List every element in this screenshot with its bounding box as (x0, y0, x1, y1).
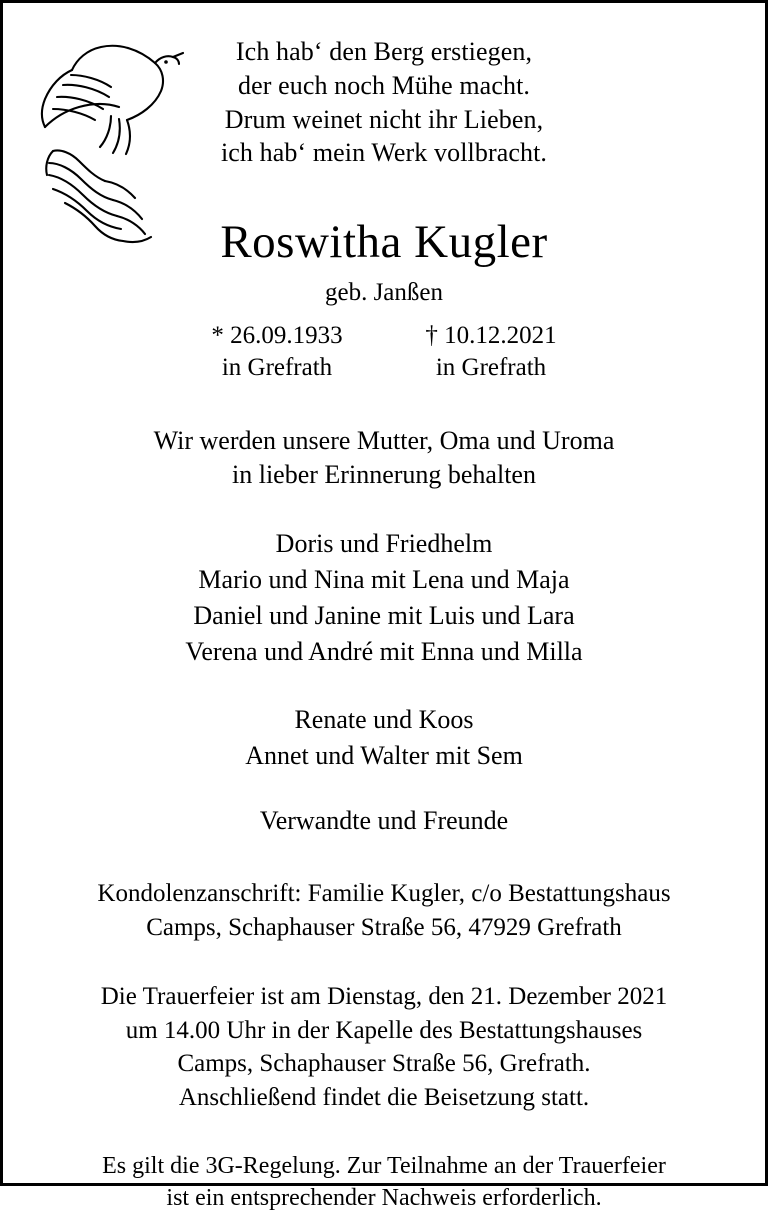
memory-line-2: in lieber Erinnerung behalten (232, 459, 536, 489)
death-block (406, 320, 576, 384)
birth-symbol-icon: * (211, 321, 224, 349)
life-dates-row (37, 320, 731, 384)
death-date-line (406, 320, 576, 352)
life-dates (37, 320, 731, 384)
cross-icon: † (425, 321, 438, 349)
family-line: Doris und Friedhelm (275, 529, 493, 559)
condolence-line-1: Kondolenzanschrift: Familie Kugler, c/o Bestattungshaus (97, 880, 671, 908)
birth-block (192, 320, 362, 384)
family-line: Renate und Koos (294, 704, 474, 734)
covid-notice (37, 1150, 731, 1214)
deceased-name: Roswitha Kugler (220, 216, 548, 269)
verse-block (37, 25, 731, 170)
verse-line-1: Ich hab‘ den Berg erstiegen, (235, 37, 533, 66)
death-date: 10.12.2021 (444, 321, 557, 349)
birth-date-line (192, 320, 362, 352)
ceremony-line-3: Camps, Schaphauser Straße 56, Grefrath. (177, 1050, 591, 1078)
family-group-1 (37, 526, 731, 670)
verse-line-2: der euch noch Mühe macht. (237, 70, 530, 100)
notice-line-2: ist ein entsprechender Nachweis erforderlich. (166, 1185, 602, 1212)
birth-place: in Grefrath (221, 353, 333, 381)
verse-line-3: Drum weinet nicht ihr Lieben, (224, 104, 544, 134)
verse-line-4: ich hab‘ mein Werk vollbracht. (220, 138, 548, 168)
maiden-name: geb. Janßen (324, 278, 444, 306)
condolence-line-2: Camps, Schaphauser Straße 56, 47929 Grefrath (146, 913, 622, 941)
ceremony-details (37, 980, 731, 1114)
condolence-address (37, 877, 731, 944)
ceremony-line-1: Die Trauerfeier ist am Dienstag, den 21. Dezember 2021 (100, 983, 668, 1011)
ceremony-line-2: um 14.00 Uhr in der Kapelle des Bestattungshauses (125, 1016, 643, 1044)
death-place: in Grefrath (435, 353, 547, 381)
family-line: Mario und Nina mit Lena und Maja (198, 565, 570, 595)
family-line: Verena und André mit Enna und Milla (185, 636, 583, 666)
family-group-2 (37, 702, 731, 774)
memory-text (37, 424, 731, 493)
ceremony-line-4: Anschließend findet die Beisetzung statt. (178, 1083, 590, 1111)
birth-date: 26.09.1933 (230, 321, 343, 349)
memory-line-1: Wir werden unsere Mutter, Oma und Uroma (153, 425, 615, 455)
family-group-3 (37, 803, 731, 839)
family-line: Verwandte und Freunde (259, 806, 509, 836)
family-line: Annet und Walter mit Sem (245, 740, 523, 770)
notice-line-1: Es gilt die 3G-Regelung. Zur Teilnahme an der Trauerfeier (102, 1153, 666, 1180)
family-line: Daniel und Janine mit Luis und Lara (193, 600, 575, 630)
